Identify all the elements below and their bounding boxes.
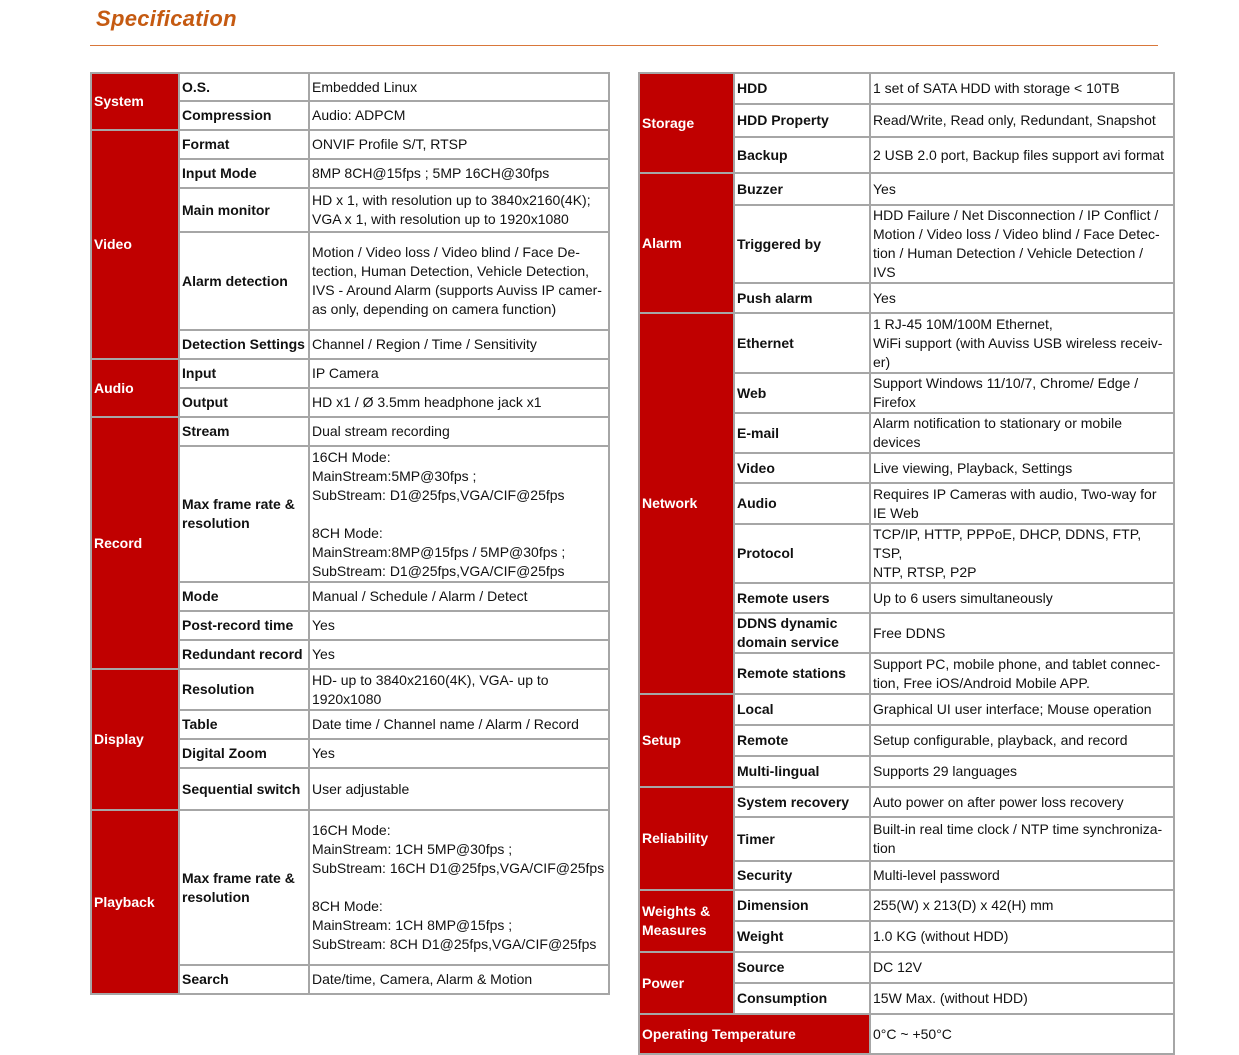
spec-value [309,739,609,768]
spec-value [870,283,1174,313]
spec-value-line: 0°C ~ +50°C [873,1025,952,1042]
spec-value-line: HD x 1, with resolution up to 3840x2160(4K); [312,192,591,208]
spec-value [870,413,1174,453]
spec-value [870,653,1174,694]
spec-value-line: MainStream: 1CH 5MP@30fps ; [312,841,513,857]
spec-key: Push alarm [734,283,870,313]
spec-value-line: 1 set of SATA HDD with storage < 10TB [873,80,1120,96]
spec-value-line: 1920x1080 [312,690,382,707]
spec-key: Remote stations [734,653,870,694]
spec-value-line: DC 12V [873,959,923,975]
spec-value-line: Alarm notification to stationary or mobile [873,415,1122,431]
spec-value-line: IE Web [873,504,919,521]
spec-value-line: IVS - Around Alarm (supports Auviss IP camer- [312,282,602,298]
spec-value [309,73,609,101]
spec-value-line: SubStream: 8CH D1@25fps,VGA/CIF@25fps [312,936,597,952]
spec-value-line: Firefox [873,394,916,410]
spec-value-line: Yes [873,180,896,197]
spec-key: Detection Settings [179,330,309,359]
spec-value-line: SubStream: D1@25fps,VGA/CIF@25fps [312,562,565,579]
category-label: System [91,73,179,130]
spec-key: Audio [734,483,870,524]
spec-value [309,582,609,611]
spec-key: Triggered by [734,205,870,283]
spec-key: Weight [734,921,870,952]
spec-value [870,583,1174,613]
category-label: Storage [639,73,734,173]
spec-value-line: User adjustable [312,780,410,797]
spec-value [870,483,1174,524]
spec-value [309,101,609,130]
spec-value-line: VGA x 1, with resolution up to 1920x1080 [312,211,569,227]
spec-key: Output [179,388,309,417]
spec-row-playback-max-frame-rate-and-resolution [91,810,609,965]
spec-value-line: tection, Human Detection, Vehicle Detection, [312,263,590,279]
spec-key: Buzzer [734,173,870,205]
spec-key: System recovery [734,787,870,817]
spec-row-reliability-system-recovery [639,787,1174,817]
spec-key: Search [179,965,309,994]
spec-value-line: Support Windows 11/10/7, Chrome/ Edge / [873,375,1139,391]
spec-value [870,613,1174,653]
spec-value-line: 2 USB 2.0 port, Backup files support avi format [873,146,1165,163]
spec-value-line: Setup configurable, playback, and record [873,732,1128,748]
spec-value-line: Auto power on after power loss recovery [873,793,1124,810]
spec-row-weights-and-measures-dimension [639,890,1174,921]
spec-key: HDD Property [734,104,870,137]
spec-value [309,768,609,810]
spec-row-audio-input [91,359,609,388]
spec-value-line: Date/time, Camera, Alarm & Motion [312,971,533,987]
spec-value-line: 1.0 KG (without HDD) [873,928,1009,944]
spec-row-system-o-s [91,73,609,101]
spec-value-line: Requires IP Cameras with audio, Two-way for [873,485,1157,502]
spec-value-line: IVS [873,264,896,280]
spec-key: Ethernet [734,313,870,373]
spec-row-network-ethernet [639,313,1174,373]
spec-value-line: HD x1 / Ø 3.5mm headphone jack x1 [312,394,542,410]
spec-value-line: Motion / Video loss / Video blind / Face De- [312,244,580,260]
spec-value-line: Manual / Schedule / Alarm / Detect [312,588,528,604]
category-label: Reliability [639,787,734,890]
spec-table-left-body [91,73,609,994]
spec-value-line: ONVIF Profile S/T, RTSP [312,136,468,152]
spec-value [309,669,609,710]
spec-value [870,205,1174,283]
spec-value [309,330,609,359]
spec-value [870,725,1174,756]
spec-value [870,694,1174,725]
spec-value-line: Audio: ADPCM [312,107,406,123]
spec-key: Max frame rate & resolution [179,446,309,582]
spec-key: Format [179,130,309,159]
spec-value-line: 8CH Mode: [312,898,383,914]
spec-value [870,861,1174,890]
spec-key: Main monitor [179,188,309,232]
spec-value-line: Embedded Linux [312,78,418,95]
spec-value [309,965,609,994]
category-label: Operating Temperature [639,1014,870,1054]
spec-key: Resolution [179,669,309,710]
spec-value-line: NTP, RTSP, P2P [873,564,977,580]
spec-value-line: Free DDNS [873,624,946,641]
spec-key: Sequential switch [179,768,309,810]
spec-key: Mode [179,582,309,611]
spec-key: Multi-lingual [734,756,870,787]
spec-value-line: tion / Human Detection / Vehicle Detection / [873,245,1144,261]
spec-value-line: er) [873,353,891,370]
spec-value [870,787,1174,817]
spec-value-line: Supports 29 languages [873,763,1017,779]
spec-value [870,983,1174,1014]
category-label: Playback [91,810,179,994]
spec-value [870,952,1174,983]
spec-value [309,359,609,388]
spec-table-left [90,72,610,995]
spec-value-line: 15W Max. (without HDD) [873,990,1028,1006]
category-label: Setup [639,694,734,787]
spec-key: Redundant record [179,640,309,669]
spec-value [870,890,1174,921]
spec-table-right [638,72,1175,1055]
spec-value [309,640,609,669]
category-label: Weights & Measures [639,890,734,952]
spec-value-line: tion, Free iOS/Android Mobile APP. [873,674,1090,691]
spec-value [309,232,609,330]
spec-key: Backup [734,137,870,173]
spec-value-line: Live viewing, Playback, Settings [873,459,1073,476]
spec-value-line: 1 RJ-45 10M/100M Ethernet, [873,315,1053,332]
spec-value-line: SubStream: D1@25fps,VGA/CIF@25fps [312,486,565,503]
category-label: Alarm [639,173,734,313]
spec-value [870,313,1174,373]
spec-row-display-resolution [91,669,609,710]
spec-key: HDD [734,73,870,104]
spec-value [870,453,1174,483]
spec-value [870,137,1174,173]
spec-row-record-stream [91,417,609,446]
category-label: Display [91,669,179,810]
spec-value [870,173,1174,205]
spec-value [870,524,1174,583]
spec-key: Alarm detection [179,232,309,330]
spec-key: Input [179,359,309,388]
spec-value [870,73,1174,104]
spec-key: Timer [734,817,870,861]
spec-value-line: 16CH Mode: [312,822,391,838]
spec-key: Compression [179,101,309,130]
spec-value [870,1014,1174,1054]
spec-value [309,810,609,965]
spec-key: Security [734,861,870,890]
spec-value-line [312,878,606,897]
spec-value-line [312,505,606,524]
spec-value-line: 16CH Mode: [312,448,391,465]
spec-value-line: Channel / Region / Time / Sensitivity [312,336,537,352]
spec-row-video-format [91,130,609,159]
spec-value [309,417,609,446]
spec-value-line: SubStream: 16CH D1@25fps,VGA/CIF@25fps [312,860,605,876]
category-label: Audio [91,359,179,417]
spec-key: Remote users [734,583,870,613]
spec-value-line: Read/Write, Read only, Redundant, Snapshot [873,112,1156,128]
category-label: Record [91,417,179,669]
spec-value-line: 255(W) x 213(D) x 42(H) mm [873,897,1054,913]
spec-key: Local [734,694,870,725]
spec-value-line: HDD Failure / Net Disconnection / IP Conflict / [873,207,1159,223]
spec-value-line: Motion / Video loss / Video blind / Face Detec- [873,226,1160,242]
spec-value-line: MainStream:8MP@15fps / 5MP@30fps ; [312,543,566,560]
spec-value-line: MainStream: 1CH 8MP@15fps ; [312,917,513,933]
spec-key: DDNS dynamic domain service [734,613,870,653]
spec-value [309,388,609,417]
spec-value [870,104,1174,137]
spec-value-line: tion [873,840,896,856]
spec-row-alarm-buzzer [639,173,1174,205]
spec-key: Post-record time [179,611,309,640]
spec-value-line: Support PC, mobile phone, and tablet connec- [873,655,1161,672]
spec-key: O.S. [179,73,309,101]
spec-value-line: Date time / Channel name / Alarm / Record [312,716,579,732]
spec-value-line: Multi-level password [873,867,1000,883]
spec-value-line: WiFi support (with Auviss USB wireless receiv- [873,334,1163,351]
spec-row-power-source [639,952,1174,983]
page-title: Specification [96,6,237,31]
spec-value-line: 8CH Mode: [312,524,383,541]
spec-value-line: MainStream:5MP@30fps ; [312,467,477,484]
spec-key: Input Mode [179,159,309,188]
spec-key: Video [734,453,870,483]
spec-value-line: Dual stream recording [312,423,450,439]
spec-key: Table [179,710,309,739]
spec-key: Digital Zoom [179,739,309,768]
spec-value-line: Built-in real time clock / NTP time synchroniza- [873,821,1163,837]
spec-value [870,373,1174,413]
spec-value-line: Yes [312,617,335,633]
spec-row-setup-local [639,694,1174,725]
spec-key: Stream [179,417,309,446]
spec-value-line: Yes [873,289,896,306]
category-label: Power [639,952,734,1014]
spec-value-line: Graphical UI user interface; Mouse operation [873,701,1152,717]
spec-value-line: devices [873,434,921,450]
spec-key: Protocol [734,524,870,583]
category-label: Video [91,130,179,359]
spec-value [309,710,609,739]
spec-value [870,756,1174,787]
spec-key: Consumption [734,983,870,1014]
spec-value [309,130,609,159]
spec-value-line: TCP/IP, HTTP, PPPoE, DHCP, DDNS, FTP, TSP, [873,526,1142,561]
category-label: Network [639,313,734,694]
spec-key: Source [734,952,870,983]
title-divider [90,45,1158,46]
spec-row-operating-temperature [639,1014,1174,1054]
spec-key: Max frame rate & resolution [179,810,309,965]
spec-value [309,446,609,582]
spec-value-line: Yes [312,646,335,662]
spec-key: E-mail [734,413,870,453]
spec-key: Dimension [734,890,870,921]
spec-table-right-body [639,73,1174,1054]
spec-value-line: Yes [312,745,335,761]
spec-value [870,817,1174,861]
spec-value [870,921,1174,952]
spec-key: Remote [734,725,870,756]
spec-value-line: 8MP 8CH@15fps ; 5MP 16CH@30fps [312,165,550,181]
spec-value [309,188,609,232]
spec-value-line: Up to 6 users simultaneously [873,589,1053,606]
spec-value-line: IP Camera [312,365,379,381]
spec-key: Web [734,373,870,413]
spec-value [309,611,609,640]
spec-value-line: HD- up to 3840x2160(4K), VGA- up to [312,671,549,688]
spec-row-storage-hdd [639,73,1174,104]
spec-value [309,159,609,188]
spec-value-line: as only, depending on camera function) [312,301,557,317]
